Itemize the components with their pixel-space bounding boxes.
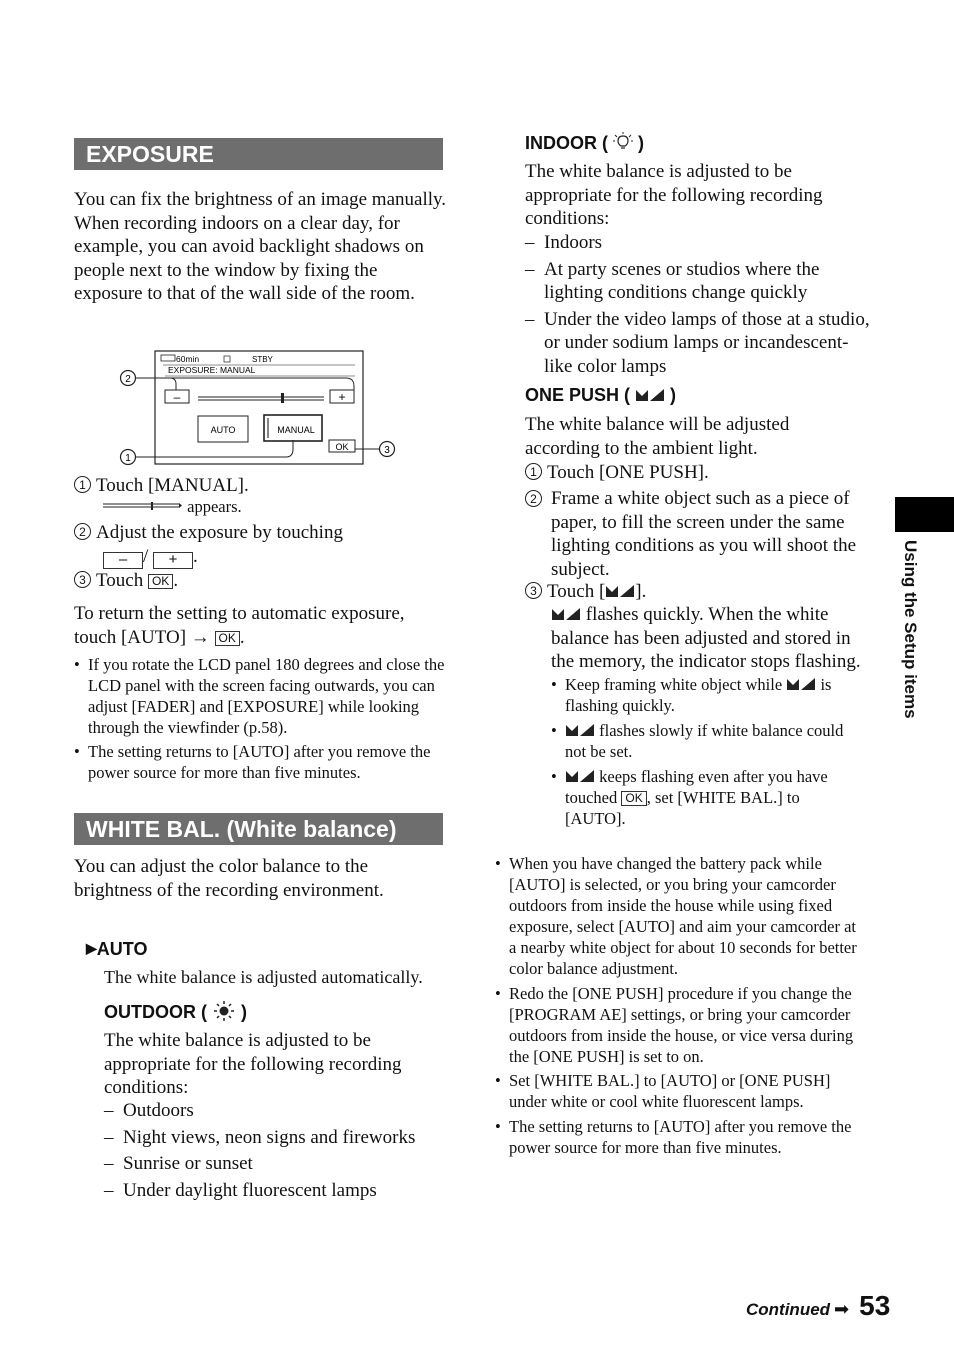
one-push-icon: [605, 584, 635, 598]
svg-text:OK: OK: [335, 442, 349, 452]
footer: [746, 1290, 890, 1322]
auto-text: The white balance is adjusted automatically.: [104, 967, 423, 987]
section-label: Using the Setup items: [901, 540, 920, 719]
list-item: – Under daylight fluorescent lamps: [104, 1179, 377, 1201]
exposure-step-2: 2 Adjust the exposure by touching: [74, 521, 446, 545]
one-push-icon: [565, 723, 595, 737]
slider-bar-icon: [101, 501, 183, 511]
auto-subheading: ▶AUTO: [86, 939, 148, 959]
callout-1: 1: [125, 453, 131, 464]
one-push-flash-text: flashes quickly. When the white balance has been adjusted and stored in the memory, the indicator stops flashing.: [551, 604, 861, 672]
one-push-step-2: 2 Frame a white object such as a piece of paper, to fill the screen under the same lighting conditions as you will shoot the subject.: [525, 487, 870, 581]
callout-2: 2: [125, 374, 131, 385]
indoor-text: The white balance is adjusted to be appropriate for the following recording conditions:: [525, 161, 823, 229]
outdoor-text: The white balance is adjusted to be appropriate for the following recording conditions:: [104, 1030, 402, 1098]
outdoor-list: [104, 1099, 449, 1202]
step-number: 1: [525, 463, 542, 480]
list-item: – Indoors: [525, 232, 603, 253]
list-item: – At party scenes or studios where the lighting conditions change quickly: [525, 258, 820, 303]
step-number: 2: [525, 490, 542, 507]
step-number: 1: [74, 476, 91, 493]
white-bal-note-3: • Set [WHITE BAL.] to [AUTO] or [ONE PUSH] under white or cool white fluorescent lamps.: [495, 1071, 831, 1111]
white-bal-note-2: • Redo the [ONE PUSH] procedure if you change the [PROGRAM AE] settings, or bring your camcorder outdoors from inside the house, or vice versa during the [ONE PUSH] is set to on.: [495, 984, 854, 1066]
ok-icon: OK: [215, 631, 240, 646]
arrow-right-icon: ➡: [834, 1299, 850, 1319]
one-push-subnote-1: • Keep framing white object while is flashing quickly.: [551, 675, 832, 715]
sun-icon: [212, 1001, 236, 1021]
default-marker-icon: ▶: [86, 940, 97, 956]
one-push-subnote-3: • keeps flashing even after you have touched OK , set [WHITE BAL.] to [AUTO].: [551, 767, 828, 828]
standby-readout: STBY: [252, 355, 273, 364]
white-bal-heading: WHITE BAL. (White balance): [74, 813, 443, 845]
exposure-step-3: 3 Touch OK .: [74, 569, 178, 593]
list-item: – Night views, neon signs and fireworks: [104, 1126, 416, 1148]
exposure-return-text: To return the setting to automatic exposure, touch [AUTO] → OK .: [74, 603, 405, 648]
page-number: 53: [859, 1290, 891, 1321]
list-item: – Sunrise or sunset: [104, 1153, 253, 1174]
white-bal-intro: You can adjust the color balance to the brightness of the recording environment.: [74, 856, 384, 901]
arrow-right-icon: →: [190, 626, 210, 648]
exposure-intro: You can fix the brightness of an image manually. When recording indoors on a clear day, for example, you can avoid backlight shadows on people next to the window by fixing the exposure to that of the wall side of the room.: [74, 189, 447, 304]
one-push-step-3: 3 Touch [ ].: [525, 580, 870, 604]
step-number: 2: [74, 523, 91, 540]
exposure-step-2-sub: – / + .: [103, 545, 198, 569]
exposure-heading: EXPOSURE: [74, 138, 443, 170]
one-push-subheading: ONE PUSH ( ): [525, 385, 677, 405]
continued-label: Continued: [746, 1300, 831, 1319]
ok-icon: OK: [148, 574, 173, 589]
minus-icon: –: [103, 552, 143, 569]
one-push-text: The white balance will be adjusted according to the ambient light.: [525, 414, 790, 459]
svg-text:–: –: [173, 390, 181, 404]
white-bal-note-1: • When you have changed the battery pack while [AUTO] is selected, or you bring your camcorder outdoors from inside the house while using fixed exposure, select [AUTO] and aim your camcorder at a nearby white object for about 10 seconds for better color balance adjustment.: [495, 854, 857, 978]
one-push-icon: [786, 677, 816, 691]
svg-text:MANUAL: MANUAL: [277, 425, 315, 435]
exposure-step-1-sub: appears.: [101, 497, 242, 517]
one-push-subnote-2: • flashes slowly if white balance could not be set.: [551, 721, 844, 761]
one-push-icon: [565, 769, 595, 783]
indoor-subheading: INDOOR ( ): [525, 133, 645, 153]
bulb-icon: [613, 132, 633, 152]
exposure-step-1: 1 Touch [MANUAL].: [74, 474, 446, 498]
plus-icon: +: [153, 552, 193, 569]
exposure-screen-illustration: [110, 348, 400, 470]
one-push-icon: [635, 388, 665, 402]
one-push-step-1: 1 Touch [ONE PUSH].: [525, 461, 870, 485]
outdoor-subheading: OUTDOOR ( ): [104, 1002, 248, 1022]
exposure-note-2: • The setting returns to [AUTO] after you remove the power source for more than five minutes.: [74, 742, 431, 782]
step-number: 3: [525, 582, 542, 599]
white-bal-note-4: • The setting returns to [AUTO] after you remove the power source for more than five minutes.: [495, 1117, 852, 1157]
step-number: 3: [74, 571, 91, 588]
one-push-icon: [551, 607, 581, 621]
list-item: – Under the video lamps of those at a studio, or under sodium lamps or incandescent-like color lamps: [525, 308, 870, 377]
svg-text:+: +: [338, 390, 346, 404]
svg-text:AUTO: AUTO: [210, 425, 236, 435]
section-tab: [895, 497, 954, 532]
indoor-list: [525, 231, 870, 378]
list-item: – Outdoors: [104, 1100, 194, 1121]
battery-readout: 60min: [176, 354, 200, 364]
ok-icon: OK: [621, 791, 646, 806]
screen-title: EXPOSURE: MANUAL: [168, 365, 256, 375]
callout-3: 3: [384, 445, 390, 456]
exposure-note-1: • If you rotate the LCD panel 180 degrees and close the LCD panel with the screen facing outwards, you can adjust [FADER] and [EXPOSURE] while looking through the viewfinder (p.58).: [74, 655, 445, 737]
exposure-slider-knob[interactable]: [281, 393, 284, 403]
